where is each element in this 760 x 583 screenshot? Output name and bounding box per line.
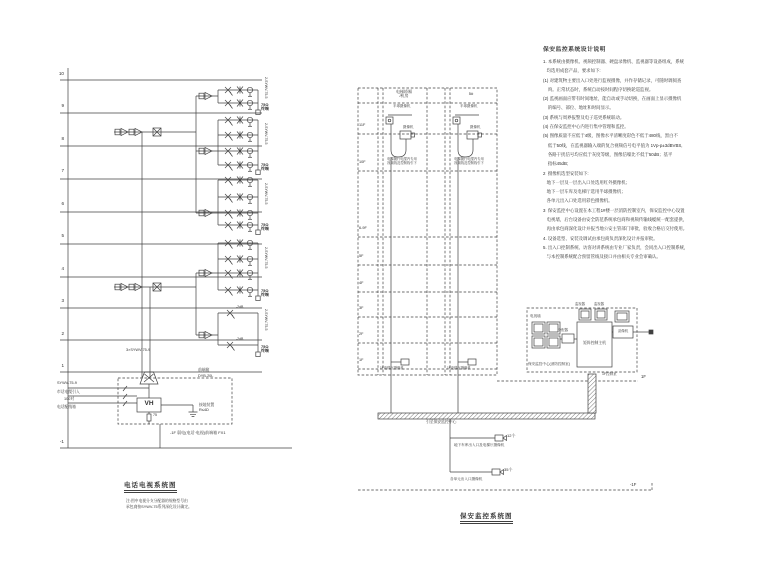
tv-wall-monitors <box>532 322 560 348</box>
cctv-floor-label: 10F <box>359 160 366 164</box>
branch1-label: 地下车库出入口及电梯厅摄像机 <box>454 442 505 447</box>
header-line: 电梯轿厢 <box>396 89 412 94</box>
design-note-line: 电视墙，后台设备由安全防范系统承包商和视频传输线缆统一配套提供， <box>543 217 688 223</box>
dome-camera-icon <box>386 117 393 124</box>
branch-cable-label: 2-SYWV-75-5 <box>263 77 268 99</box>
amplifier-label: VH <box>144 400 154 407</box>
terminator-word: 终端 <box>261 166 269 172</box>
design-note-line: 3 保安监控中心设置在本工程1#楼一层消防控制室内，保安监控中心设置 <box>543 207 685 213</box>
left-floor-labels <box>48 71 64 395</box>
headend-output-label: -1F 弱电(电话·电视)前端箱 FX1 <box>170 429 226 435</box>
left-diagram-title: 电话电视系统图 <box>124 482 177 493</box>
ground-icon <box>189 405 198 417</box>
ground-label: 接地装置 <box>199 402 215 407</box>
outlet-group-3 <box>196 177 260 235</box>
terminator-ohm: 75Ω <box>261 162 269 167</box>
basement-camera-branches <box>450 419 507 475</box>
note-line: 电梯随行电缆内专用 <box>454 157 484 161</box>
branch-cable-label: 2-SYWV-75-5 <box>263 309 268 331</box>
design-note-line: (5) 图像质量不应低于4级，图像水平清晰度彩色不低于480线，黑白不 <box>543 133 678 139</box>
attenuator-label: -2dB <box>236 305 244 309</box>
recorder-workstation <box>612 311 653 338</box>
design-note-line: 询。正常状态时，系统自动按时间程序切换轮巡监视。 <box>543 86 654 92</box>
design-note-line: 的编号、部位、地址和时间显示。 <box>543 105 614 111</box>
control-room-name-label: 保安监控中心(消防控制室) <box>528 362 570 366</box>
branch-cable-label: 2-SYWV-75-5 <box>263 247 268 269</box>
left-diagram-note: 承包商按SYWV-75系列深化设计确定。 <box>126 505 192 509</box>
input-cable-label: SYWV-75-9 <box>57 381 77 385</box>
box-camera-icon <box>400 131 411 139</box>
camera-icon <box>492 469 504 475</box>
terminator-label <box>261 223 277 232</box>
level-1f-label: 1F <box>641 374 646 379</box>
design-note-line: 地下一层及一层出入口处选用红外摄像机； <box>543 179 631 185</box>
cctv-floor-label: 5F <box>359 254 364 258</box>
outlet-group-2 <box>196 117 260 175</box>
lobby-camera-icon <box>468 359 476 365</box>
design-notes-lines <box>543 57 743 262</box>
floor-label: 7 <box>61 168 64 174</box>
branch-cable-label: 2-SYWV-75-5 <box>263 123 268 145</box>
wall-hatch <box>588 374 596 413</box>
design-note-line: 1. 本系统由摄像机、视频控制器、硬盘录像机、监视器等设备组成，系统 <box>543 59 684 64</box>
level-b1-label: -1F <box>630 482 637 487</box>
terminator-ohm: 75Ω <box>261 222 269 227</box>
terminator-word: 终端 <box>261 348 269 354</box>
design-note-line: 4. 设备选型、安装及调试由承包商负责深化设计并报审批。 <box>543 235 658 241</box>
floor-label: 8 <box>61 135 64 141</box>
splitter-box <box>562 334 574 343</box>
riser-cable-label: 3×SYWV-75-9 <box>126 348 151 352</box>
design-note-line: 5. 出入口控制系统、访客对讲系统由专业厂家负责，会同出入口控制系统， <box>543 244 689 250</box>
branch1-count-label: 12个 <box>507 432 516 438</box>
recorder-label: 录像机 <box>617 328 629 333</box>
splitter-label: 分配器 <box>558 327 568 332</box>
cctv-diagram-title: 保安监控系统图 <box>460 513 513 524</box>
floor-label: 1 <box>61 362 64 368</box>
dome-camera-label: 半球摄像机 <box>460 104 478 108</box>
cctv-floor-label: 1F <box>359 358 364 362</box>
design-note-line: (2) 监视画面应带有时间地址，能自动或手动切换，在画面上显示摄像机 <box>543 96 682 102</box>
riser-column2-header: 5# <box>468 91 474 96</box>
terminator-ohm: 75Ω <box>261 102 269 107</box>
outlet-group-1 <box>196 87 260 115</box>
design-notes-block <box>543 44 743 262</box>
design-note-line: 指标45dB; <box>543 161 569 167</box>
terminator-word: 终端 <box>261 106 269 112</box>
camera-icon <box>495 435 507 441</box>
input-cable-label: 100对 <box>64 397 75 401</box>
tv-wall-label: 电视墙 <box>530 313 541 318</box>
design-note-line: (1) 对建筑物主要出入口处进行监视摄像，并作存储记录，可随时调阅查 <box>543 77 682 83</box>
design-notes-title: 保安监控系统设计说明 <box>543 47 606 53</box>
outlet-group-4 <box>196 240 260 301</box>
outlet-group-5 <box>196 310 260 357</box>
lobby-camera-label: 1F电梯厅摄像机 <box>447 366 471 370</box>
resistor-icon <box>147 414 151 421</box>
floor-slab-hatch <box>378 413 595 419</box>
design-note-line: 再由承包商深化设计并报当地公安主管部门审批，验收合格后交付使用。 <box>543 226 688 232</box>
cctv-floor-label: 3F <box>359 306 364 310</box>
monitor-label: 监视器 <box>594 302 604 306</box>
design-note-line: 地下一层车库及电梯厅选用半球摄像机； <box>543 189 626 195</box>
dome-camera-icon <box>453 117 460 124</box>
trailing-cable-note <box>443 158 495 165</box>
terminator-ohm: 75Ω <box>261 344 269 349</box>
amp-cluster-lower <box>114 283 196 291</box>
terminator-ohm: 75Ω <box>261 288 269 293</box>
floor-label: 3 <box>61 298 64 304</box>
riser-column1-header <box>381 90 427 99</box>
control-room-location-label: 1F控制室 <box>602 371 617 376</box>
monitor-label: 监视器 <box>575 302 585 306</box>
box-camera-label: 摄像机 <box>403 124 414 129</box>
cctv-floor-label: 6-9F <box>359 226 367 230</box>
cctv-floor-label: 11F <box>359 123 366 127</box>
terminator-word: 终端 <box>261 292 269 298</box>
input-cable-label: 市话电缆引入 <box>57 389 80 394</box>
terminator-label <box>261 103 277 112</box>
floor-label: 5 <box>61 233 64 239</box>
headend-name-label: 前端箱 <box>198 368 210 372</box>
headend-model-label: DYB-20L <box>198 373 214 378</box>
note-line: 视频线及控制线引下 <box>454 160 484 165</box>
note-line: 电梯随行电缆内专用 <box>387 157 417 161</box>
resistor-label: 75 <box>153 413 157 417</box>
design-note-line: 与本控制系统配合预留管线及接口并由相关专业会审确认。 <box>543 254 661 260</box>
branch2-label: 各单元出入口摄像机 <box>450 476 483 481</box>
note-line: 视频线及控制线引下 <box>387 160 417 165</box>
cctv-floor-label: 4F <box>359 281 364 285</box>
box-camera-label: 摄像机 <box>470 124 481 129</box>
branch2-count-label: 35个 <box>504 466 513 472</box>
amp-cluster-upper <box>114 128 196 136</box>
ground-value-label: R≤4Ω <box>199 408 209 412</box>
left-diagram-note: 注:图中电视分支分配器的规格型号由 <box>126 499 188 503</box>
floor-label: 2 <box>61 330 64 336</box>
branch-cable-label: 2-SYWV-75-5 <box>263 183 268 205</box>
terminator-label <box>261 345 277 354</box>
design-note-line: 均选用成套产品，要求如下: <box>543 68 601 74</box>
box-camera-icon <box>467 131 478 139</box>
floor-label: 6 <box>61 200 64 206</box>
input-cable-label: 电话配线箱 <box>57 404 76 409</box>
terminator-word: 终端 <box>261 226 269 232</box>
floor-label: 9 <box>61 103 64 109</box>
design-note-line: 各单元出入口处选用彩色摄像机。 <box>543 198 613 204</box>
trunk-risers <box>142 96 196 378</box>
floor-label: 4 <box>61 265 64 271</box>
design-note-line: (3) 系统与周界报警及电子巡更系统联动。 <box>543 114 625 120</box>
floor-label: 10 <box>58 71 64 76</box>
design-note-line: 2 摄像机选型安装如下: <box>543 170 589 176</box>
terminator-label <box>261 163 277 172</box>
header-line: /机房 <box>399 93 409 99</box>
trailing-cable-note <box>376 158 428 165</box>
design-note-line: (4) 在保安监控中心内进行集中管理和监控。 <box>543 124 629 130</box>
slab-route-note: 引至保安监控中心 <box>426 420 457 424</box>
matrix-host-label: 矩阵控制主机 <box>583 341 606 345</box>
terminator-label <box>261 289 277 298</box>
floor-label-basement: -1 <box>59 439 64 444</box>
lobby-camera-label: 1F电梯厅摄像机 <box>380 366 404 370</box>
design-note-line: 低于50线，在监视器输入端的复合视频信号电平值为 1Vp-p±3dBVBS, <box>543 142 683 148</box>
lobby-camera-icon <box>401 359 409 365</box>
design-note-line: 各路干扰信号均应低于灰度等级，图像信噪比不低于50dB；基平 <box>543 151 673 157</box>
desk-monitors <box>579 309 607 320</box>
tv-phone-riser-linework <box>60 68 292 448</box>
cctv-floor-label: 2F <box>359 332 364 336</box>
attenuator-label: -2dB <box>236 337 244 341</box>
dome-camera-label: 半球摄像机 <box>393 104 411 108</box>
